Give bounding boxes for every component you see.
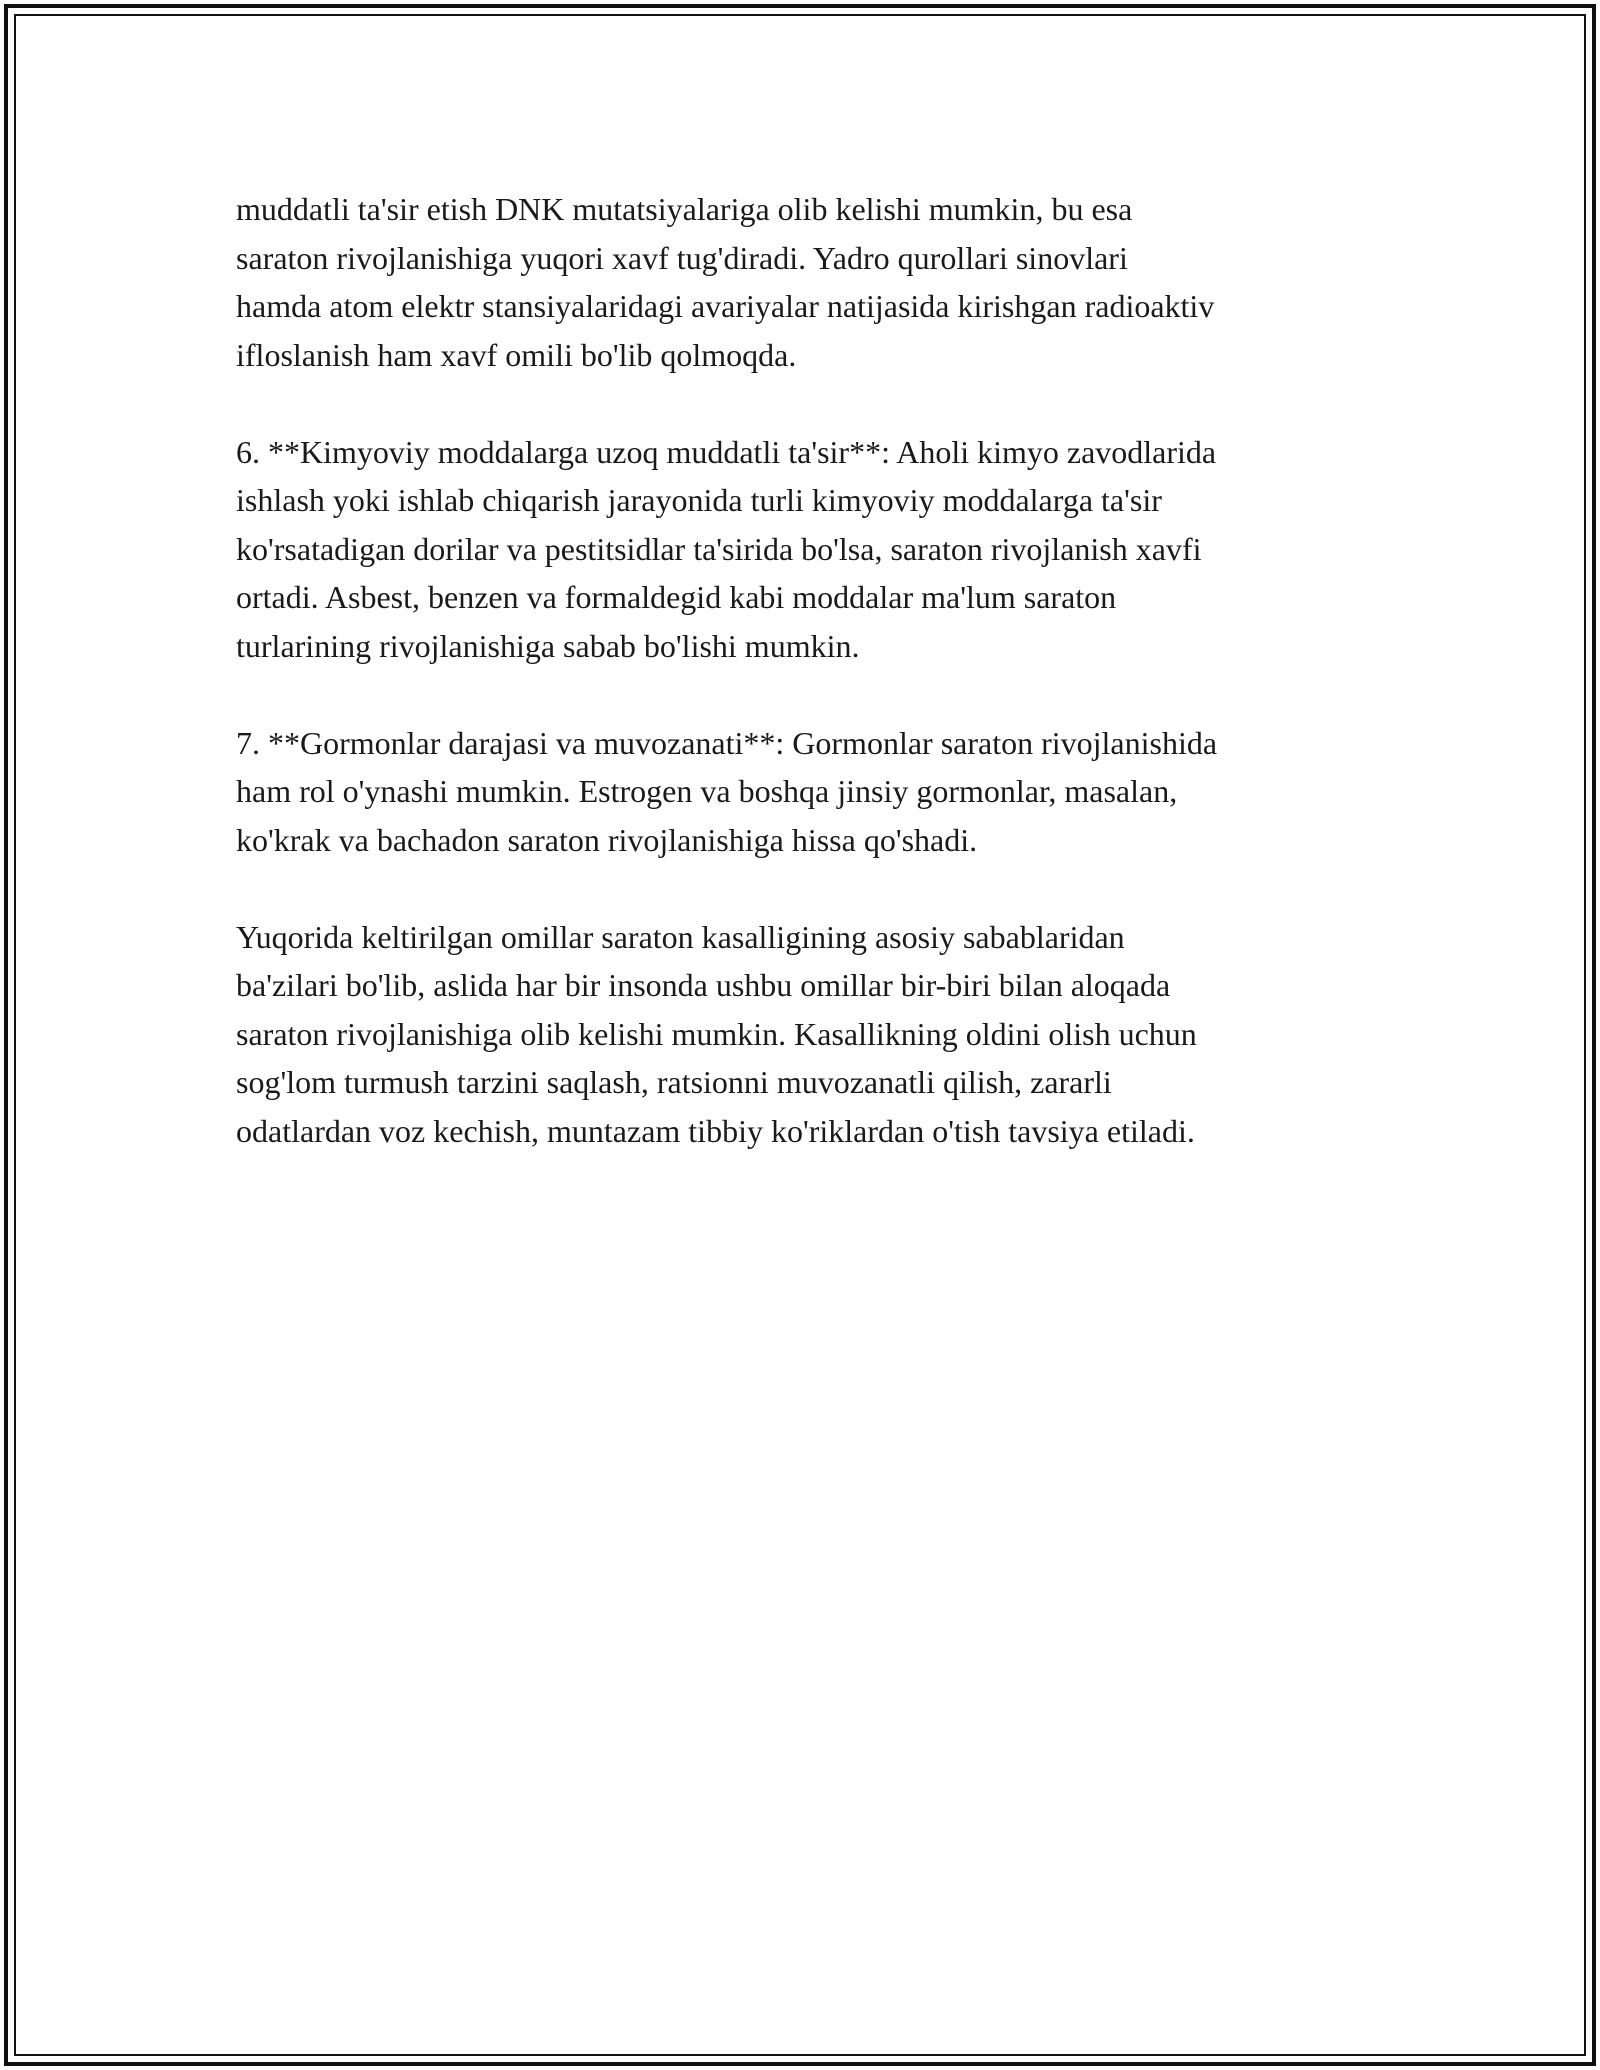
document-body xyxy=(236,185,1366,1204)
text-line: 7. **Gormonlar darajasi va muvozanati**: Gormonlar saraton rivojlanishida xyxy=(236,724,1218,761)
paragraph-radiation-continued xyxy=(236,185,1366,379)
text-line: ifloslanish ham xavf omili bo'lib qolmoqda. xyxy=(236,336,797,373)
text-line: odatlardan voz kechish, muntazam tibbiy ko'riklardan o'tish tavsiya etiladi. xyxy=(236,1112,1195,1149)
paragraph-conclusion xyxy=(236,913,1366,1156)
text-line: ko'rsatadigan dorilar va pestitsidlar ta'sirida bo'lsa, saraton rivojlanish xavfi xyxy=(236,530,1202,567)
text-line: turlarining rivojlanishiga sabab bo'lishi mumkin. xyxy=(236,627,860,664)
paragraph-item-7-hormones xyxy=(236,719,1366,865)
text-line: hamda atom elektr stansiyalaridagi avariyalar natijasida kirishgan radioaktiv xyxy=(236,288,1215,324)
text-line: ortadi. Asbest, benzen va formaldegid kabi moddalar ma'lum saraton xyxy=(236,579,1117,615)
text-line: ko'krak va bachadon saraton rivojlanishiga hissa qo'shadi. xyxy=(236,821,978,858)
text-line: muddatli ta'sir etish DNK mutatsiyalariga olib kelishi mumkin, bu esa xyxy=(236,191,1133,227)
text-line: 6. **Kimyoviy moddalarga uzoq muddatli ta'sir**: Aholi kimyo zavodlarida xyxy=(236,433,1217,470)
text-line: ba'zilari bo'lib, aslida har bir insonda ushbu omillar bir-biri bilan aloqada xyxy=(236,967,1171,1003)
paragraph-item-6-chemicals xyxy=(236,428,1366,671)
text-line: ishlash yoki ishlab chiqarish jarayonida turli kimyoviy moddalarga ta'sir xyxy=(236,482,1162,518)
text-line: sog'lom turmush tarzini saqlash, ratsionni muvozanatli qilish, zararli xyxy=(236,1064,1112,1100)
text-line: ham rol o'ynashi mumkin. Estrogen va boshqa jinsiy gormonlar, masalan, xyxy=(236,773,1178,809)
text-line: saraton rivojlanishiga yuqori xavf tug'diradi. Yadro qurollari sinovlari xyxy=(236,239,1128,276)
text-line: Yuqorida keltirilgan omillar saraton kasalligining asosiy sabablaridan xyxy=(236,918,1125,955)
text-line: saraton rivojlanishiga olib kelishi mumkin. Kasallikning oldini olish uchun xyxy=(236,1015,1197,1052)
